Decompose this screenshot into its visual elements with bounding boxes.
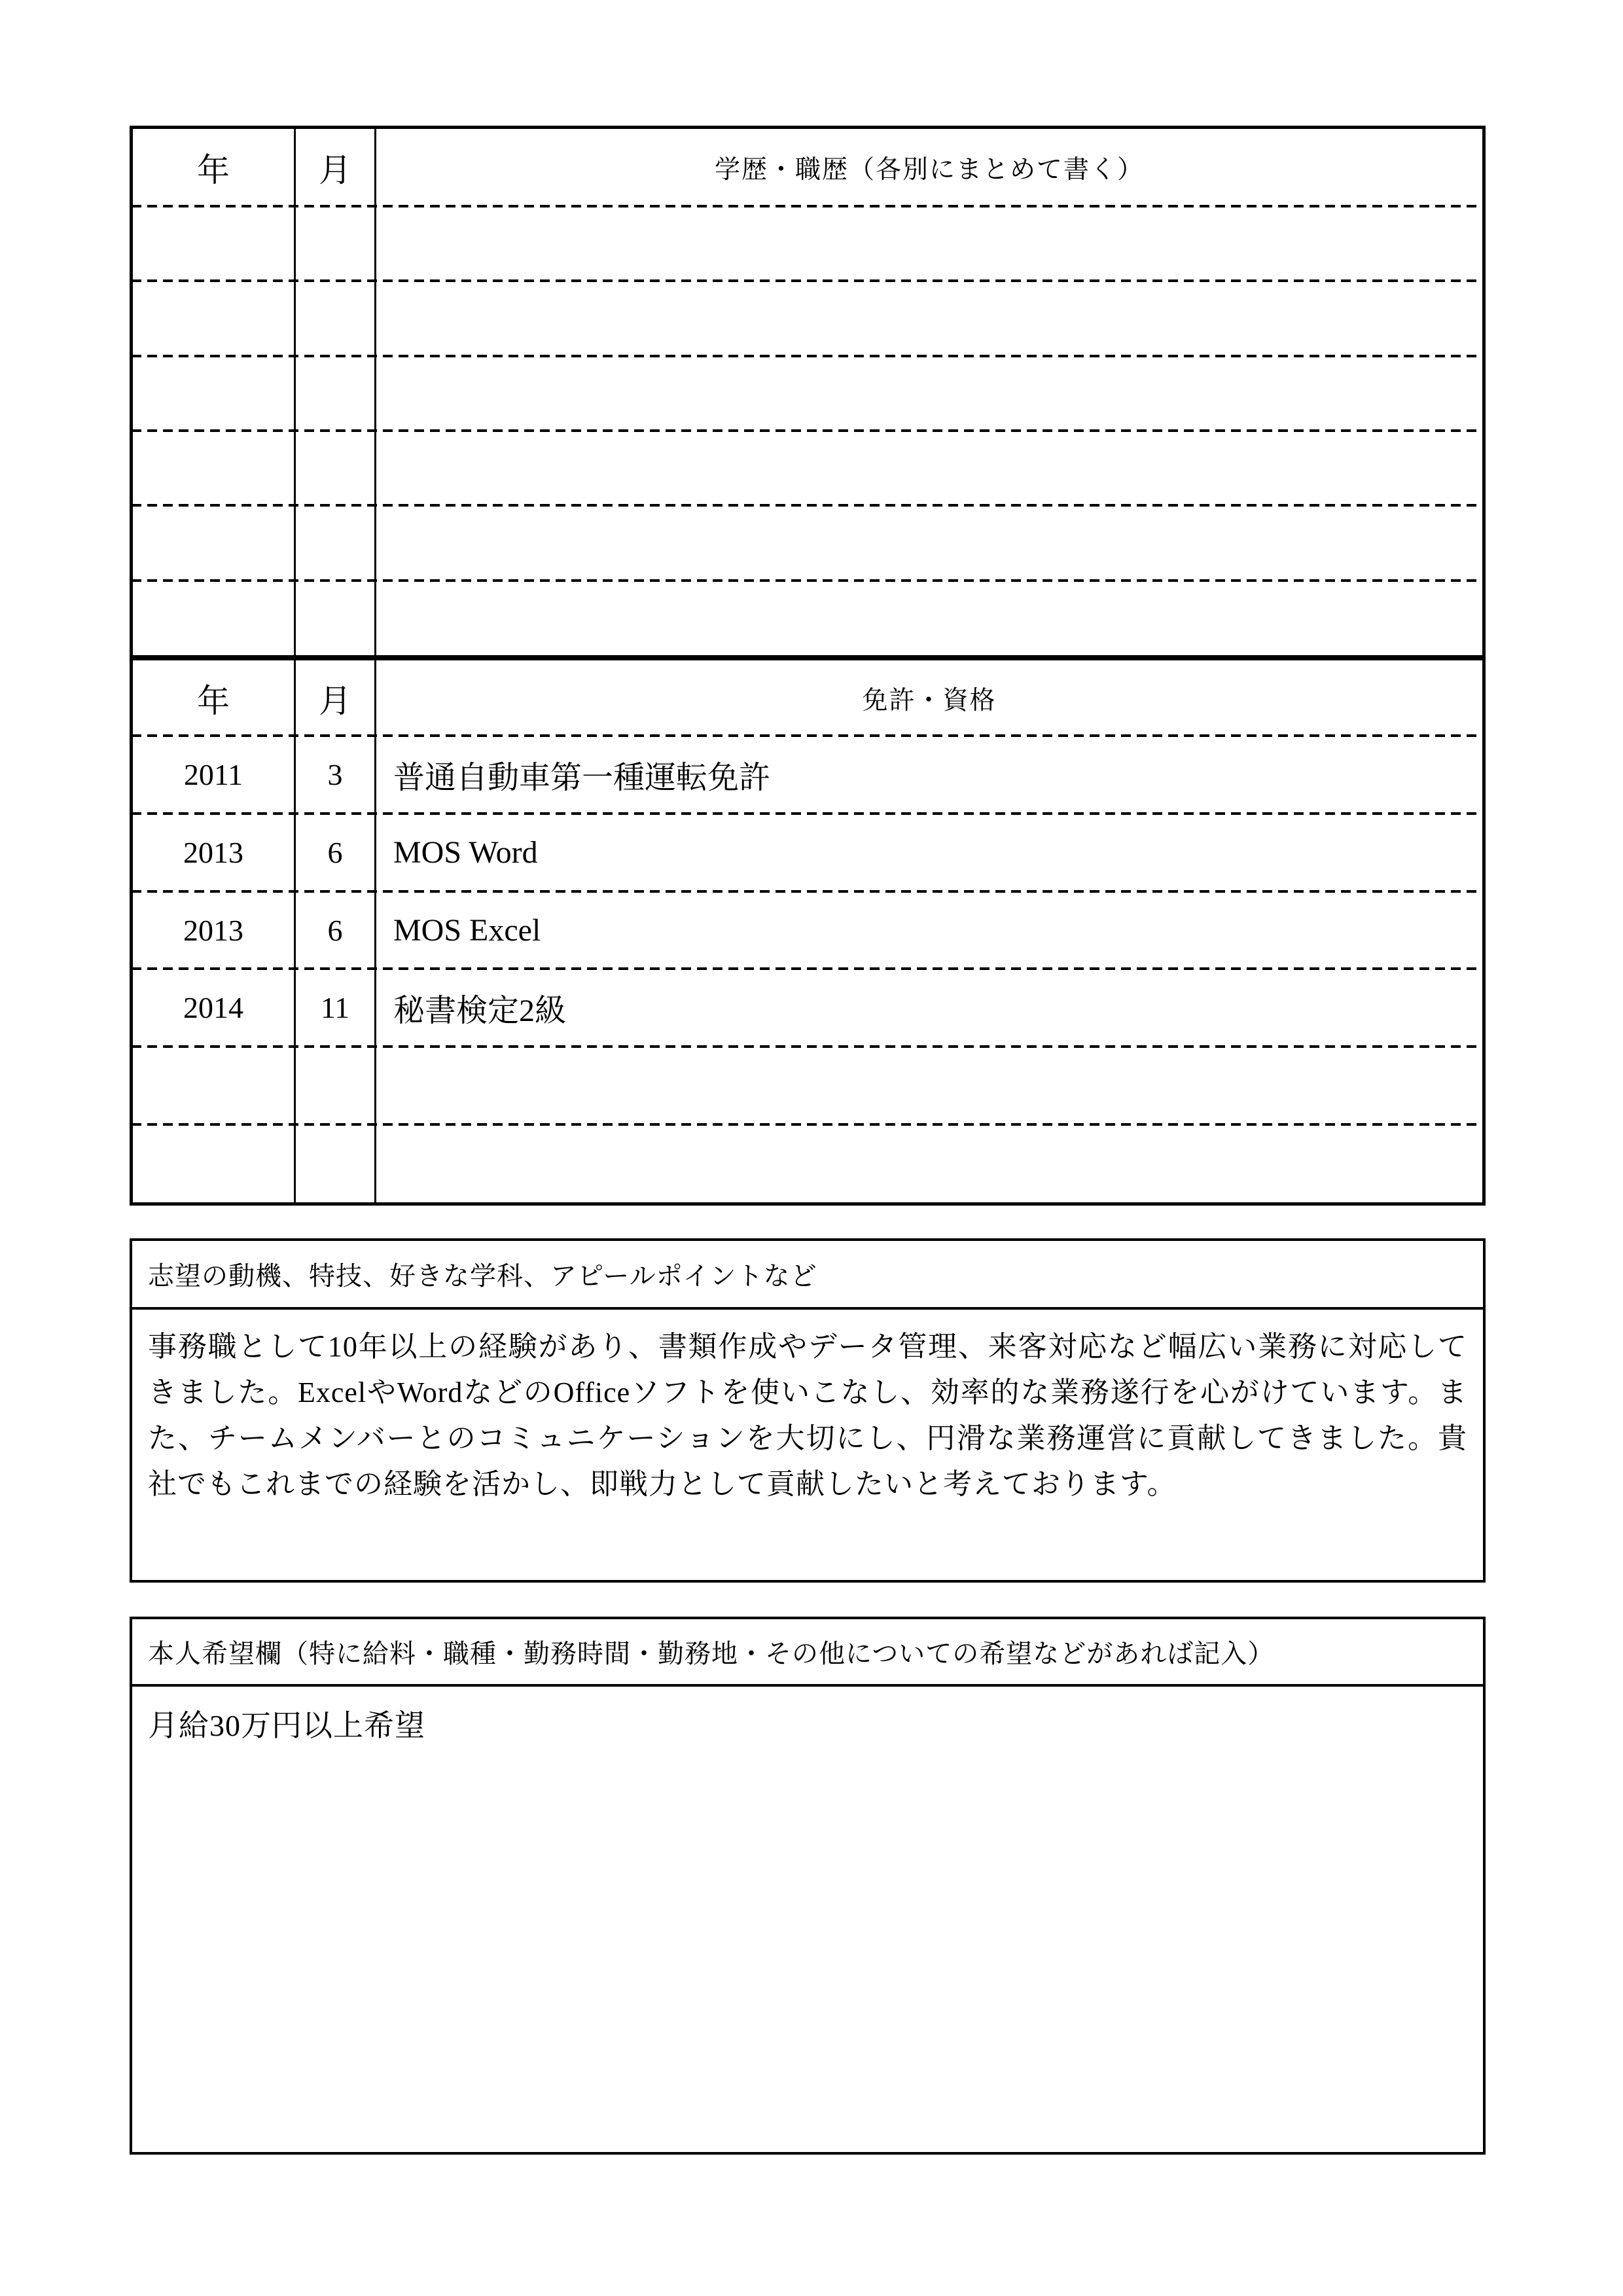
- education-header-month: [296, 129, 376, 206]
- cell-entry: 秘書検定2級: [393, 994, 567, 1029]
- cell-year: [133, 1124, 296, 1202]
- cell-year: 2013: [133, 814, 296, 891]
- cell-entry: [376, 206, 1482, 281]
- table-row: [133, 206, 1482, 281]
- cell-year: 2013: [133, 891, 296, 969]
- table-row: [133, 891, 1482, 969]
- cell-entry: [376, 356, 1482, 431]
- cell-month: 3: [296, 736, 376, 814]
- year-column-label: 年: [197, 682, 230, 719]
- motivation-box-header: 志望の動機、特技、好きな学科、アピールポイントなど: [132, 1241, 1483, 1310]
- cell-year: 2014: [133, 969, 296, 1047]
- table-row: [133, 431, 1482, 505]
- table-row: [133, 505, 1482, 580]
- cell-entry: MOS Word: [393, 834, 538, 870]
- cell-month: 6: [296, 814, 376, 891]
- cell-year: [133, 431, 296, 505]
- education-history-table: [130, 126, 1486, 658]
- education-header-year: [133, 129, 296, 206]
- cell-entry: [376, 505, 1482, 580]
- cell-entry: [376, 581, 1482, 655]
- motivation-box: [130, 1238, 1486, 1583]
- education-table-header-row: [133, 129, 1482, 206]
- cell-year: [133, 505, 296, 580]
- table-row: [133, 581, 1482, 655]
- month-column-label: 月: [319, 152, 351, 188]
- license-title-text: 免許・資格: [862, 686, 997, 715]
- year-column-label: 年: [197, 152, 230, 188]
- wishes-box-header: 本人希望欄（特に給料・職種・勤務時間・勤務地・その他についての希望などがあれば記入）: [132, 1619, 1483, 1687]
- table-row: [133, 814, 1482, 891]
- cell-month: [296, 1124, 376, 1202]
- license-table-header-row: [133, 660, 1482, 736]
- table-row: [133, 969, 1482, 1047]
- cell-month: [296, 206, 376, 281]
- table-row: [133, 356, 1482, 431]
- license-header-title: [376, 660, 1482, 736]
- cell-month: [296, 281, 376, 355]
- table-row: [133, 281, 1482, 355]
- cell-month: 6: [296, 891, 376, 969]
- personal-wishes-box: [130, 1617, 1486, 2155]
- cell-entry: [376, 281, 1482, 355]
- cell-entry: MOS Excel: [393, 912, 541, 948]
- license-header-month: [296, 660, 376, 736]
- education-title-text: 学歴・職歴（各別にまとめて書く）: [714, 156, 1144, 184]
- cell-month: [296, 505, 376, 580]
- wishes-box-body: 月給30万円以上希望: [148, 1709, 425, 1742]
- cell-year: [133, 1047, 296, 1124]
- cell-entry: [376, 1047, 1482, 1124]
- cell-month: [296, 431, 376, 505]
- cell-year: [133, 281, 296, 355]
- cell-entry: [376, 431, 1482, 505]
- cell-year: [133, 581, 296, 655]
- cell-month: [296, 581, 376, 655]
- cell-entry: 普通自動車第一種運転免許: [393, 760, 771, 795]
- cell-month: 11: [296, 969, 376, 1047]
- motivation-box-body: 事務職として10年以上の経験があり、書類作成やデータ管理、来客対応など幅広い業務に対応してきました。ExcelやWordなどのOfficeソフトを使いこなし、効率的な業務遂行を心がけています。また、チームメンバーとのコミュニケーションを大切にし、円滑な業務運営に貢献してきました。貴社でもこれまでの経験を活かし、即戦力として貢献したいと考えております。: [148, 1331, 1467, 1500]
- license-qualification-table: [130, 658, 1486, 1206]
- table-row: [133, 736, 1482, 814]
- license-header-year: [133, 660, 296, 736]
- education-header-title: [376, 129, 1482, 206]
- table-row: [133, 1047, 1482, 1124]
- table-row: [133, 1124, 1482, 1202]
- cell-entry: [376, 1124, 1482, 1202]
- month-column-label: 月: [319, 682, 351, 719]
- cell-year: 2011: [133, 736, 296, 814]
- cell-month: [296, 1047, 376, 1124]
- cell-year: [133, 206, 296, 281]
- cell-month: [296, 356, 376, 431]
- cell-year: [133, 356, 296, 431]
